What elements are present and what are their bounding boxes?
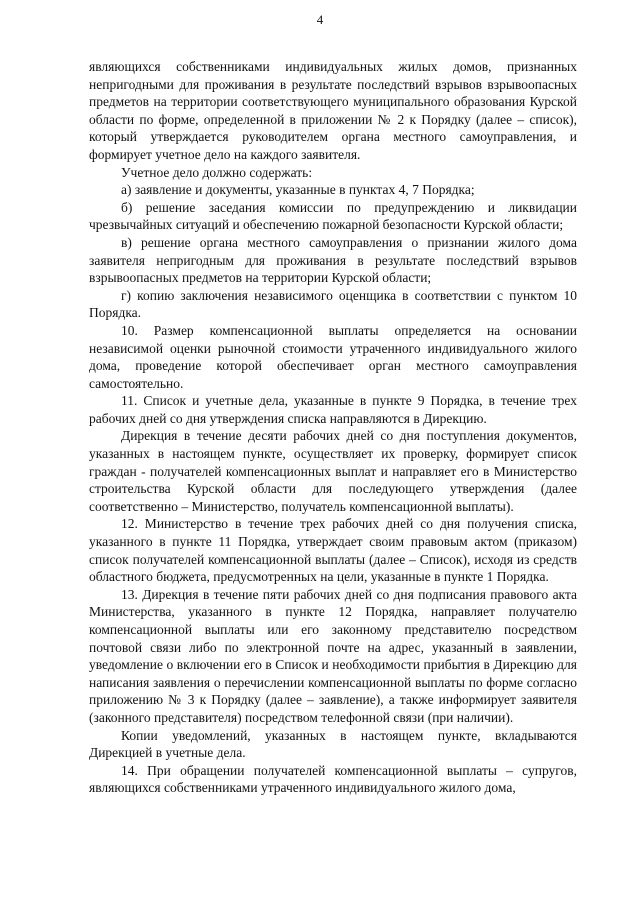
paragraph-item-g: г) копию заключения независимого оценщика в соответствии с пунктом 10 Порядка. bbox=[89, 287, 577, 321]
paragraph-point-11: 11. Список и учетные дела, указанные в пункте 9 Порядка, в течение трех рабочих дней со дня утверждения списка направляются в Дирекцию. bbox=[89, 393, 577, 426]
paragraph-continuation: являющихся собственниками индивидуальных жилых домов, признанных непригодными для проживания в результате последствий взрывов взрывоопасных предметов на территории соответствующего муниципального образования Курской области по форме, определенной в приложении № 2 к Порядку (далее – список), который утверждается руководителем органа местного самоуправления, и формирует учетное дело на каждого заявителя. bbox=[89, 59, 577, 162]
paragraph-point-10: 10. Размер компенсационной выплаты определяется на основании независимой оценки рыночной стоимости утраченного индивидуального жилого дома, проведение которой обеспечивает орган местного самоуправления самостоятельно. bbox=[89, 322, 577, 391]
paragraph-point-14: 14. При обращении получателей компенсационной выплаты – супругов, являющихся собственниками утраченного индивидуального жилого дома, bbox=[89, 762, 577, 796]
paragraph-directorate-review: Дирекция в течение десяти рабочих дней со дня поступления документов, указанных в настоящем пункте, осуществляет их проверку, формирует список граждан - получателей компенсационных выплат и направляет его в Министерство строительства Курской области для последующего утверждения (далее соответственно – Министерство, получатель компенсационной выплаты). bbox=[89, 428, 577, 514]
paragraph-item-v: в) решение органа местного самоуправления о признании жилого дома заявителя непригодным для проживания в результате последствий взрывов взрывоопасных предметов на территории Курской области; bbox=[89, 234, 577, 286]
paragraph-notification-copies: Копии уведомлений, указанных в настоящем пункте, вкладываются Дирекцией в учетные дела. bbox=[89, 727, 577, 761]
document-body bbox=[89, 58, 577, 797]
paragraph-case-file-intro: Учетное дело должно содержать: bbox=[121, 164, 313, 180]
paragraph-item-b: б) решение заседания комиссии по предупреждению и ликвидации чрезвычайных ситуаций и обеспечению пожарной безопасности Курской области; bbox=[89, 199, 577, 233]
paragraph-item-a: а) заявление и документы, указанные в пунктах 4, 7 Порядка; bbox=[121, 182, 475, 198]
paragraph-point-12: 12. Министерство в течение трех рабочих дней со дня получения списка, указанного в пункте 11 Порядка, утверждает своим правовым актом (приказом) список получателей компенсационной выплаты (далее – Список), исходя из средств областного бюджета, предусмотренных на цели, указанные в пункте 1 Порядка. bbox=[89, 516, 577, 585]
page-number: 4 bbox=[316, 12, 324, 27]
paragraph-point-13: 13. Дирекция в течение пяти рабочих дней со дня подписания правового акта Министерства, указанного в пункте 12 Порядка, направляет получателю компенсационной выплаты или его законному представителю посредством почтовой связи либо по электронной почте на адрес, указанный в заявлении, уведомление о включении его в Список и необходимости прибытия в Дирекцию для написания заявления о перечислении компенсационной выплаты по форме согласно приложению № 3 к Порядку (далее – заявление), а также информирует заявителя (законного представителя) посредством телефонной связи (при наличии). bbox=[89, 586, 577, 725]
